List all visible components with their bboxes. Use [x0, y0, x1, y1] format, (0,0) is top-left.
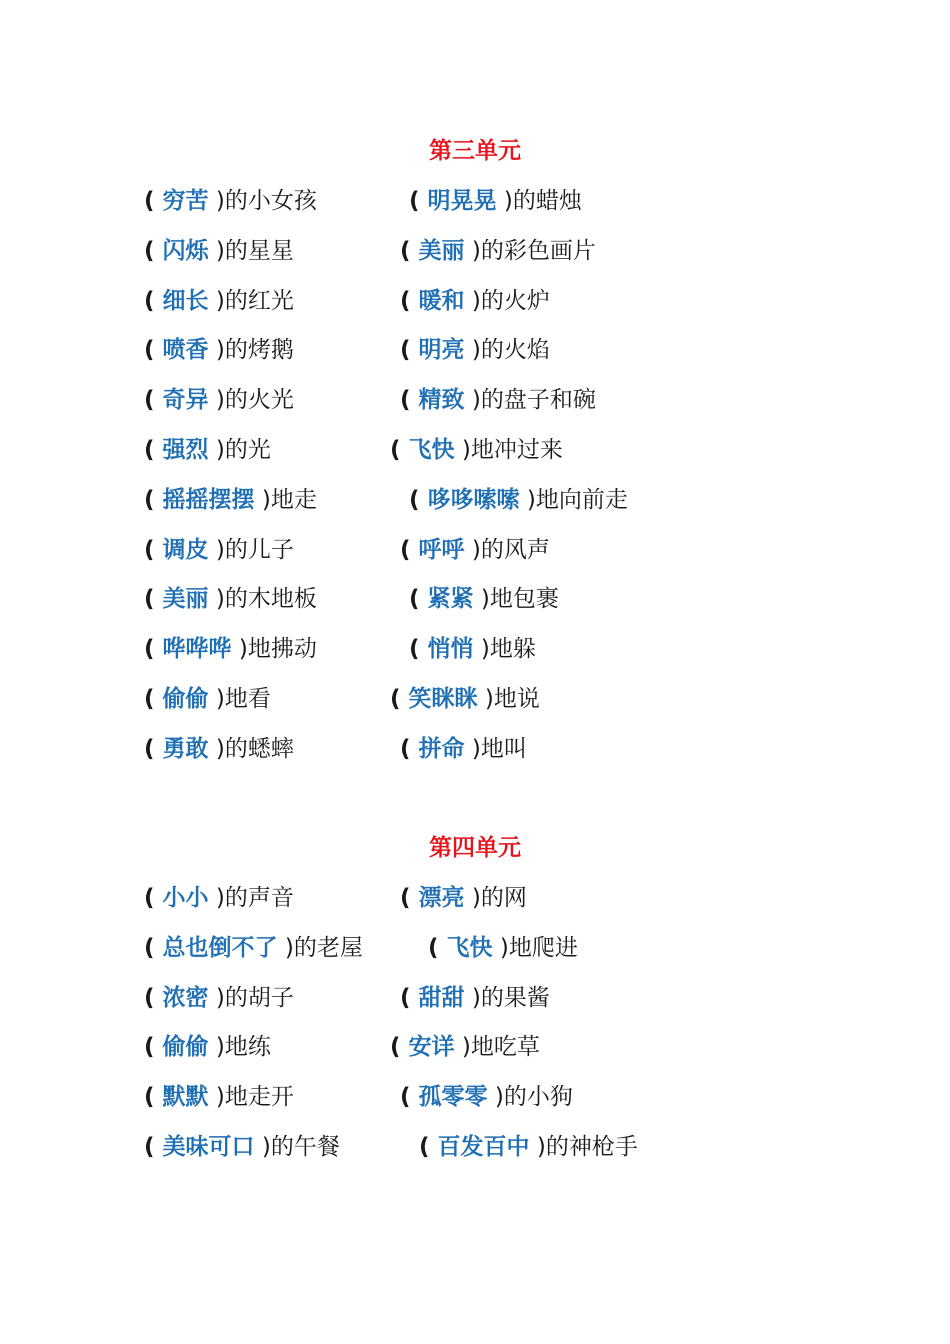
close-paren: ) — [208, 984, 225, 1011]
open-paren: ( — [390, 686, 409, 712]
close-paren: ) — [208, 536, 225, 563]
phrase — [428, 932, 578, 964]
answer-word: 甜甜 — [418, 984, 465, 1011]
phrase — [144, 235, 294, 267]
phrase — [144, 982, 294, 1014]
close-paren: ) — [464, 337, 481, 364]
phrase — [390, 683, 540, 715]
phrase — [400, 334, 550, 366]
phrase — [400, 733, 527, 765]
phrase — [400, 235, 596, 267]
phrase — [409, 185, 582, 217]
phrase-row — [0, 185, 950, 217]
open-paren: ( — [144, 237, 163, 264]
phrase — [144, 583, 317, 615]
answer-word: 调皮 — [162, 536, 209, 563]
open-paren: ( — [144, 735, 163, 762]
phrase-row — [0, 434, 950, 466]
phrase-row — [0, 583, 950, 615]
phrase — [409, 484, 628, 516]
phrase-row — [0, 1031, 950, 1063]
phrase — [144, 484, 317, 516]
unit-title: 第四单元 — [429, 835, 521, 861]
answer-word: 细长 — [162, 287, 209, 314]
open-paren: ( — [419, 1134, 438, 1160]
phrase-suffix: 地吃草 — [470, 1034, 540, 1061]
close-paren: ) — [208, 237, 225, 264]
open-paren: ( — [400, 387, 419, 414]
phrase-suffix: 地走 — [270, 486, 317, 513]
phrase — [144, 384, 294, 416]
phrase-row — [0, 733, 950, 765]
answer-word: 美丽 — [418, 237, 465, 264]
phrase-suffix: 的火光 — [224, 387, 294, 414]
phrase — [400, 882, 527, 914]
answer-word: 暖和 — [418, 287, 465, 314]
open-paren: ( — [144, 486, 163, 513]
phrase — [144, 1031, 271, 1063]
answer-word: 美味可口 — [162, 1134, 255, 1160]
open-paren: ( — [390, 1034, 409, 1061]
open-paren: ( — [144, 287, 163, 314]
close-paren: ) — [464, 287, 481, 314]
phrase — [144, 882, 294, 914]
phrase — [409, 583, 559, 615]
answer-word: 拼命 — [418, 735, 465, 762]
phrase — [390, 434, 563, 466]
phrase-row — [0, 683, 950, 715]
phrase-row — [0, 285, 950, 317]
open-paren: ( — [144, 636, 163, 663]
phrase — [144, 334, 294, 366]
phrase — [390, 1031, 540, 1063]
answer-word: 美丽 — [162, 586, 209, 613]
phrase-suffix: 的网 — [480, 885, 527, 911]
phrase — [409, 633, 536, 665]
phrase-suffix: 地爬进 — [508, 934, 578, 961]
answer-word: 百发百中 — [437, 1134, 530, 1160]
close-paren: ) — [473, 636, 490, 663]
phrase-row — [0, 633, 950, 665]
answer-word: 穷苦 — [162, 188, 209, 214]
phrase — [144, 1081, 294, 1113]
open-paren: ( — [400, 337, 419, 364]
phrase-suffix: 的星星 — [224, 237, 294, 264]
close-paren: ) — [277, 934, 294, 961]
answer-word: 笑眯眯 — [408, 686, 478, 712]
phrase-row — [0, 534, 950, 566]
open-paren: ( — [428, 934, 447, 961]
close-paren: ) — [208, 437, 225, 463]
open-paren: ( — [400, 735, 419, 762]
answer-word: 浓密 — [162, 984, 209, 1011]
close-paren: ) — [464, 885, 481, 911]
phrase-row — [0, 1081, 950, 1113]
answer-word: 精致 — [418, 387, 465, 414]
close-paren: ) — [464, 387, 481, 414]
phrase-suffix: 的声音 — [224, 885, 294, 911]
phrase — [144, 285, 294, 317]
open-paren: ( — [144, 934, 163, 961]
phrase — [144, 534, 294, 566]
phrase-row — [0, 235, 950, 267]
open-paren: ( — [144, 536, 163, 563]
phrase-suffix: 地说 — [493, 686, 540, 712]
answer-word: 喷香 — [162, 337, 209, 364]
open-paren: ( — [409, 486, 428, 513]
phrase-suffix: 地叫 — [480, 735, 527, 762]
phrase-suffix: 的果酱 — [480, 984, 550, 1011]
open-paren: ( — [144, 885, 163, 911]
answer-word: 勇敢 — [162, 735, 209, 762]
phrase-suffix: 地躲 — [489, 636, 536, 663]
phrase — [400, 384, 596, 416]
close-paren: ) — [464, 984, 481, 1011]
open-paren: ( — [144, 686, 163, 712]
open-paren: ( — [144, 1084, 163, 1111]
phrase-suffix: 的神枪手 — [545, 1134, 638, 1160]
close-paren: ) — [208, 287, 225, 314]
close-paren: ) — [208, 1084, 225, 1111]
phrase-suffix: 的彩色画片 — [480, 237, 596, 264]
answer-word: 漂亮 — [418, 885, 465, 911]
answer-word: 呼呼 — [418, 536, 465, 563]
close-paren: ) — [208, 885, 225, 911]
open-paren: ( — [390, 437, 409, 463]
phrase-suffix: 的蟋蟀 — [224, 735, 294, 762]
phrase-suffix: 地拂动 — [247, 636, 317, 663]
close-paren: ) — [473, 586, 490, 613]
close-paren: ) — [231, 636, 248, 663]
answer-word: 偷偷 — [162, 686, 209, 712]
open-paren: ( — [400, 885, 419, 911]
answer-word: 安详 — [408, 1034, 455, 1061]
phrase-suffix: 地练 — [224, 1034, 271, 1061]
open-paren: ( — [409, 188, 428, 214]
close-paren: ) — [454, 1034, 471, 1061]
phrase-suffix: 地看 — [224, 686, 271, 712]
close-paren: ) — [492, 934, 509, 961]
phrase — [400, 534, 550, 566]
open-paren: ( — [144, 1034, 163, 1061]
close-paren: ) — [464, 237, 481, 264]
answer-word: 摇摇摆摆 — [162, 486, 255, 513]
answer-word: 小小 — [162, 885, 209, 911]
phrase-suffix: 的儿子 — [224, 536, 294, 563]
answer-word: 哆哆嗦嗦 — [427, 486, 520, 513]
phrase-suffix: 地走开 — [224, 1084, 294, 1111]
answer-word: 强烈 — [162, 437, 209, 463]
open-paren: ( — [400, 287, 419, 314]
phrase-suffix: 地向前走 — [535, 486, 628, 513]
close-paren: ) — [208, 735, 225, 762]
phrase — [144, 932, 363, 964]
close-paren: ) — [208, 337, 225, 364]
phrase-row — [0, 982, 950, 1014]
phrase-row — [0, 882, 950, 914]
phrase-suffix: 地包裹 — [489, 586, 559, 613]
close-paren: ) — [496, 188, 513, 214]
phrase-suffix: 的盘子和碗 — [480, 387, 596, 414]
answer-word: 默默 — [162, 1084, 209, 1111]
open-paren: ( — [400, 1084, 419, 1111]
phrase — [144, 733, 294, 765]
phrase-row — [0, 384, 950, 416]
phrase-suffix: 的小狗 — [503, 1084, 573, 1111]
open-paren: ( — [144, 437, 163, 463]
close-paren: ) — [254, 486, 271, 513]
open-paren: ( — [144, 387, 163, 414]
close-paren: ) — [254, 1134, 271, 1160]
phrase — [144, 185, 317, 217]
phrase-suffix: 的烤鹅 — [224, 337, 294, 364]
answer-word: 哗哗哗 — [162, 636, 232, 663]
phrase-row — [0, 1131, 950, 1163]
close-paren: ) — [529, 1134, 546, 1160]
unit-title: 第三单元 — [429, 138, 521, 164]
phrase-suffix: 的火焰 — [480, 337, 550, 364]
phrase — [144, 683, 271, 715]
phrase-suffix: 的小女孩 — [224, 188, 317, 214]
open-paren: ( — [144, 586, 163, 613]
close-paren: ) — [477, 686, 494, 712]
phrase-suffix: 的木地板 — [224, 586, 317, 613]
phrase-suffix: 地冲过来 — [470, 437, 563, 463]
close-paren: ) — [454, 437, 471, 463]
close-paren: ) — [208, 387, 225, 414]
phrase — [144, 633, 317, 665]
phrase — [144, 1131, 340, 1163]
phrase — [400, 1081, 573, 1113]
close-paren: ) — [208, 586, 225, 613]
answer-word: 总也倒不了 — [162, 934, 278, 961]
phrase-suffix: 的光 — [224, 437, 271, 463]
answer-word: 奇异 — [162, 387, 209, 414]
phrase-suffix: 的红光 — [224, 287, 294, 314]
answer-word: 明晃晃 — [427, 188, 497, 214]
close-paren: ) — [464, 735, 481, 762]
phrase-suffix: 的老屋 — [293, 934, 363, 961]
phrase-row — [0, 932, 950, 964]
open-paren: ( — [144, 337, 163, 364]
open-paren: ( — [400, 984, 419, 1011]
close-paren: ) — [208, 1034, 225, 1061]
answer-word: 紧紧 — [427, 586, 474, 613]
open-paren: ( — [400, 536, 419, 563]
open-paren: ( — [409, 636, 428, 663]
close-paren: ) — [464, 536, 481, 563]
phrase-row — [0, 484, 950, 516]
phrase-suffix: 的午餐 — [270, 1134, 340, 1160]
answer-word: 孤零零 — [418, 1084, 488, 1111]
open-paren: ( — [144, 188, 163, 214]
phrase-suffix: 的胡子 — [224, 984, 294, 1011]
answer-word: 闪烁 — [162, 237, 209, 264]
answer-word: 飞快 — [408, 437, 455, 463]
open-paren: ( — [144, 984, 163, 1011]
close-paren: ) — [487, 1084, 504, 1111]
phrase — [419, 1131, 638, 1163]
answer-word: 悄悄 — [427, 636, 474, 663]
phrase — [400, 285, 550, 317]
close-paren: ) — [208, 686, 225, 712]
open-paren: ( — [400, 237, 419, 264]
answer-word: 偷偷 — [162, 1034, 209, 1061]
open-paren: ( — [409, 586, 428, 613]
phrase — [400, 982, 550, 1014]
phrase — [144, 434, 271, 466]
close-paren: ) — [519, 486, 536, 513]
answer-word: 明亮 — [418, 337, 465, 364]
close-paren: ) — [208, 188, 225, 214]
open-paren: ( — [144, 1134, 163, 1160]
phrase-suffix: 的风声 — [480, 536, 550, 563]
phrase-suffix: 的火炉 — [480, 287, 550, 314]
phrase-row — [0, 334, 950, 366]
answer-word: 飞快 — [446, 934, 493, 961]
phrase-suffix: 的蜡烛 — [512, 188, 582, 214]
